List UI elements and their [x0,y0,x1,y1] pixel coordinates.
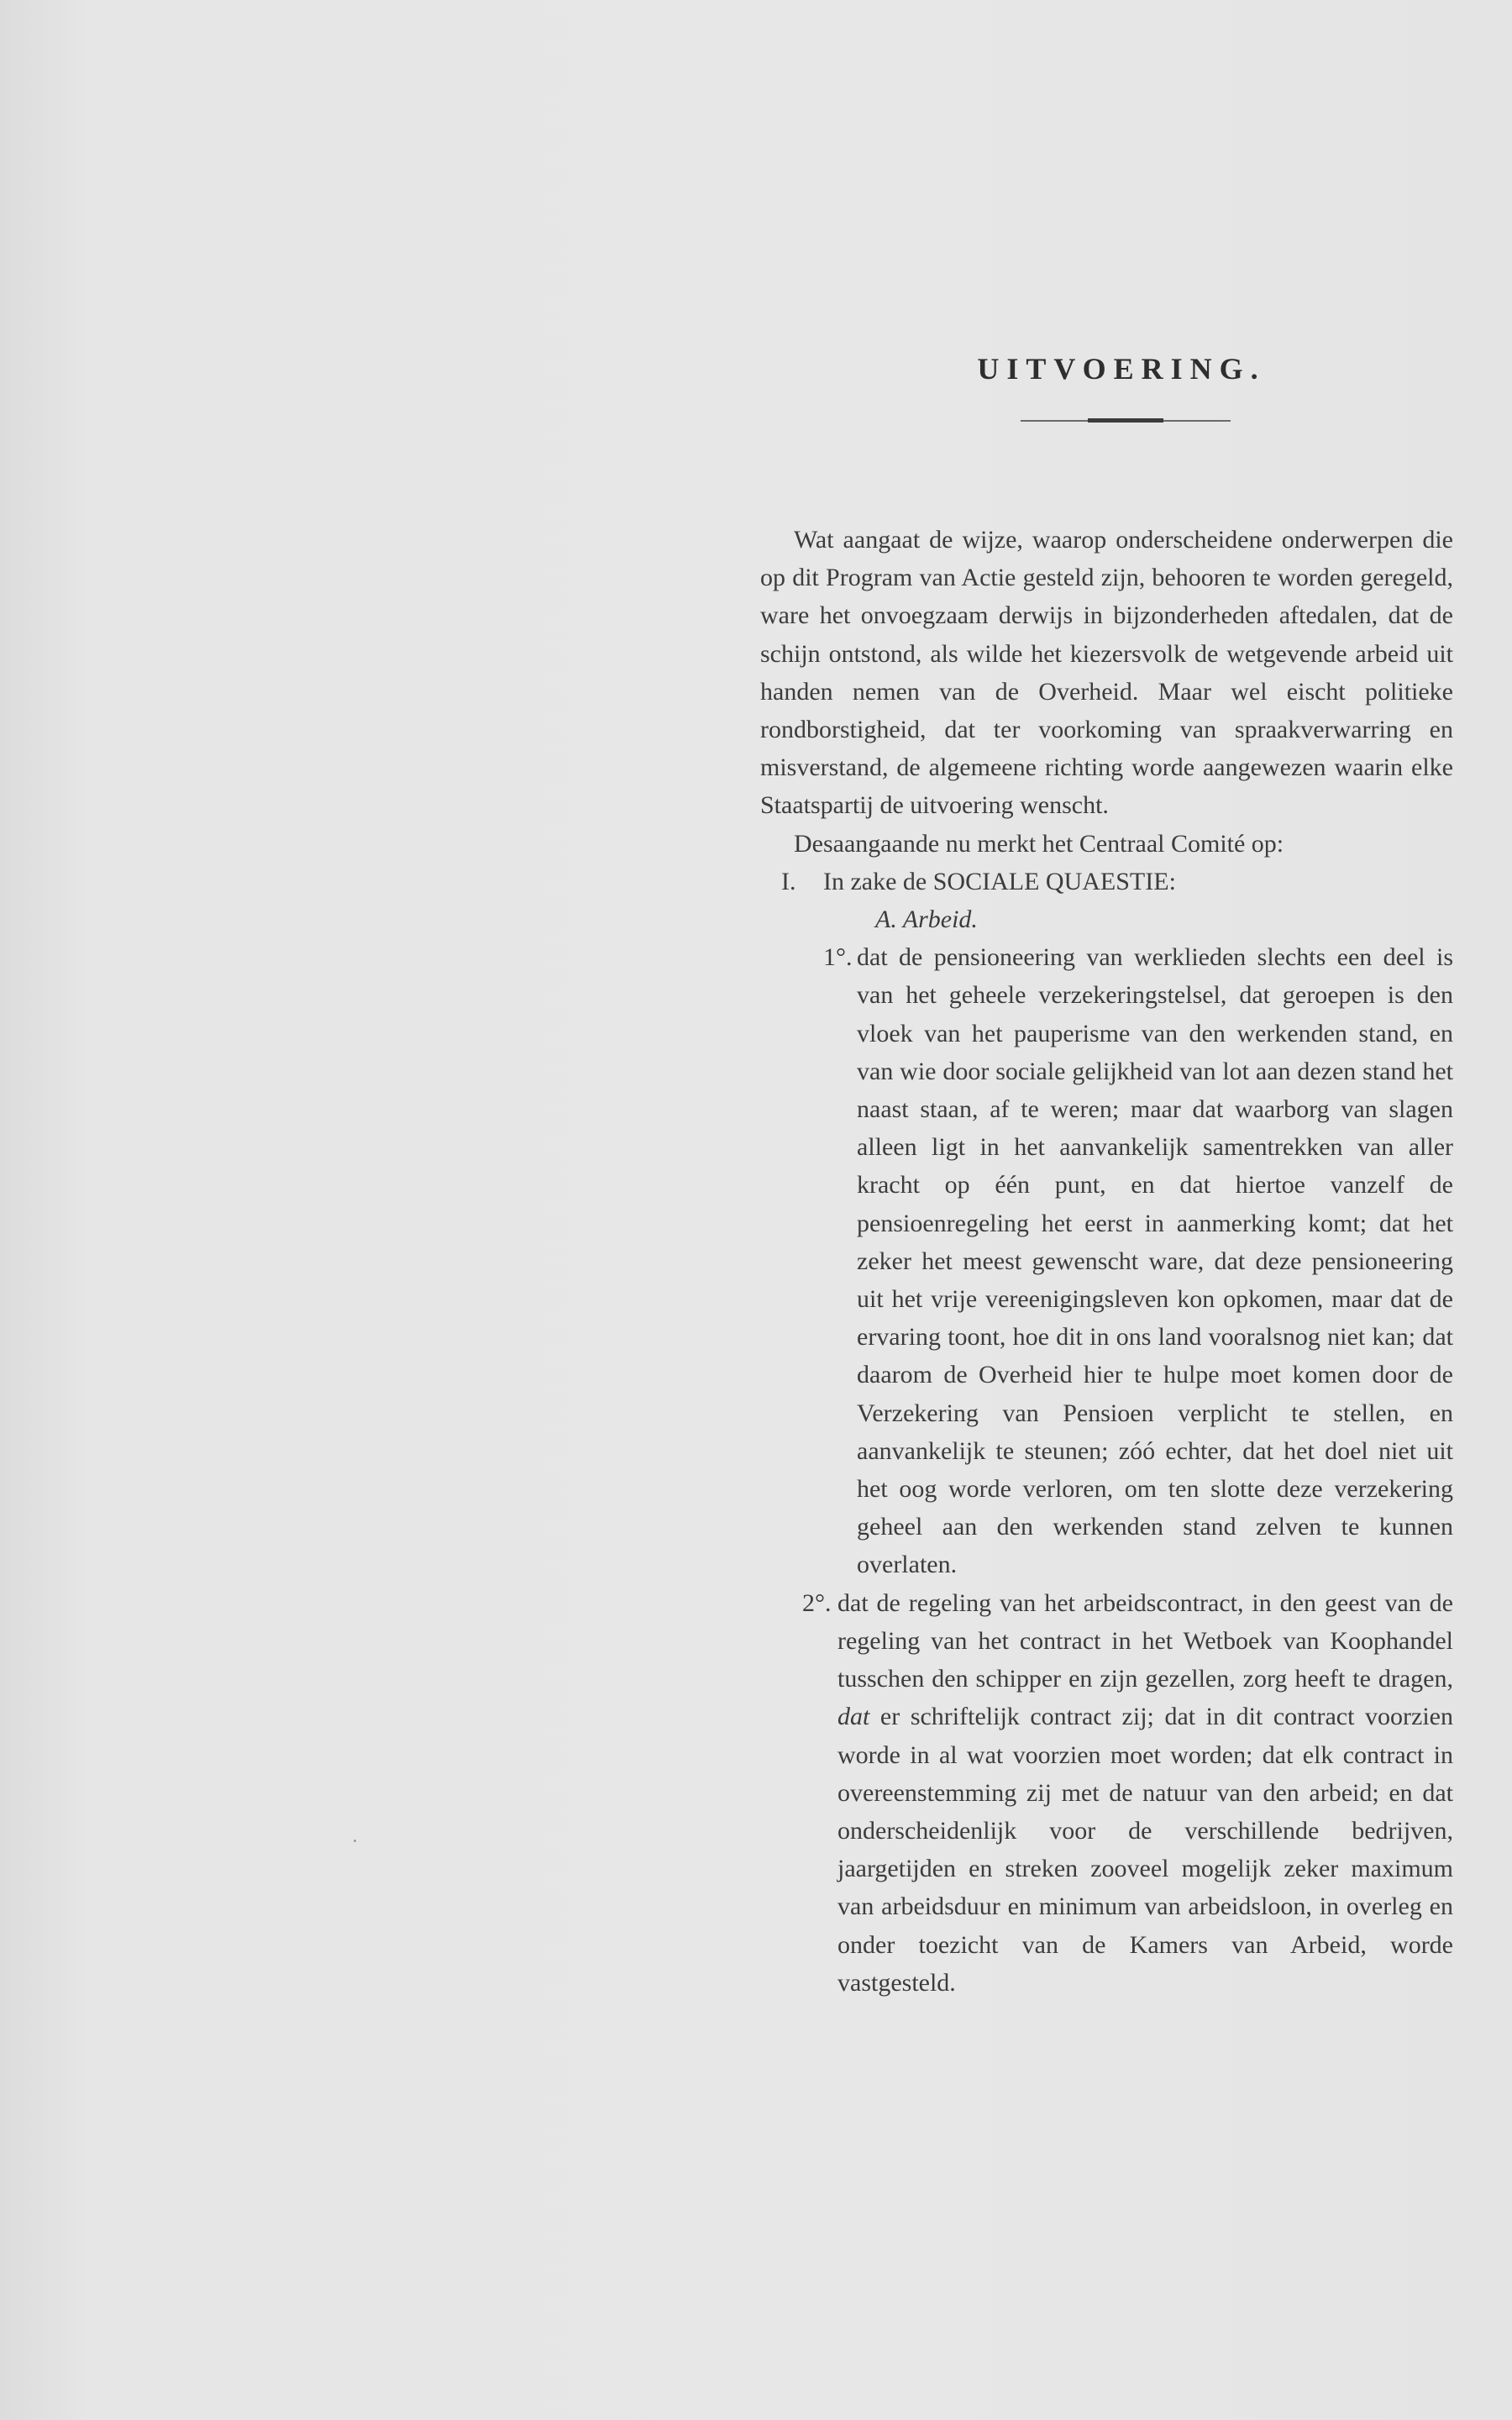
item-text-after: er schriftelijk contract zij; dat in dit contract voorzien worde in al wat voorzien moet worden; dat elk contract in overeenstemming zij met de natuur van den arbeid; en dat onderscheidenlijk voor de verschillende bedrijven, jaargetijden en streken zooveel mogelijk zeker maximum van arbeidsduur en minimum van arbeidsloon, in overleg en onder toezicht van de Kamers van Arbeid, worde vastgesteld. [837,1703,1453,1997]
section-heading [760,863,1453,900]
item-text: dat de pensioneering van werklieden slechts een deel is van het geheele verzekeringstelsel, dat geroepen is den vloek van het pauperisme van den werkenden stand, en van wie door sociale gelijkheid van lot aan dezen stand het naast staan, af te weren; maar dat waarborg van slagen alleen ligt in het aanvankelijk samentrekken van aller kracht op één punt, en dat hiertoe vanzelf de pensioenregeling het eerst in aanmerking komt; dat het zeker het meest gewenscht ware, dat deze pensioneering uit het vrije vereenigingsleven kon opkomen, maar dat de ervaring toont, hoe dit in ons land vooralsnog niet kan; dat daarom de Overheid hier te hulpe moet komen door de Verzekering van Pensioen verplicht te stellen, en aanvankelijk te steunen; zóó echter, dat het doel niet uit het oog worde verloren, om ten slotte deze verzekering geheel aan den werkenden stand zelven te kunnen overlaten. [857,943,1453,1579]
list-item-1 [760,938,1453,1583]
intro-paragraph: Wat aangaat de wijze, waarop onderscheidene onderwerpen die op dit Program van Actie gesteld zijn, behooren te worden geregeld, ware het onvoegzaam derwijs in bijzonderheden aftedalen, dat de schijn ontstond, als wilde het kiezersvolk de wetgevende arbeid uit handen nemen van de Overheid. Maar wel eischt politieke rondborstigheid, dat ter voorkoming van spraakverwarring en misverstand, de algemeene richting worde aangewezen waarin elke Staatspartij de uitvoering wenscht. [760,526,1453,820]
title-rule-ornament [1088,418,1163,423]
body-text [760,521,1453,2002]
second-paragraph: Desaangaande nu merkt het Centraal Comité op: [794,829,1284,858]
subsection-title: A. Arbeid. [875,906,978,934]
item-number: 1°. [823,943,853,972]
item-text-before: dat de regeling van het arbeidscontract, in den geest van de regeling van het contract in het Wetboek van Koophandel tusschen den schipper en zijn gezellen, zorg heeft te dragen, [837,1588,1453,1693]
page-speck [354,1840,356,1842]
page-title: UITVOERING. [977,352,1266,386]
section-number: I. [781,867,796,895]
section-title: In zake de SOCIALE QUAESTIE: [823,867,1176,895]
list-item-2 [760,1584,1453,2002]
item-number: 2°. [802,1588,832,1617]
item-text-emphasis: dat [837,1703,870,1731]
